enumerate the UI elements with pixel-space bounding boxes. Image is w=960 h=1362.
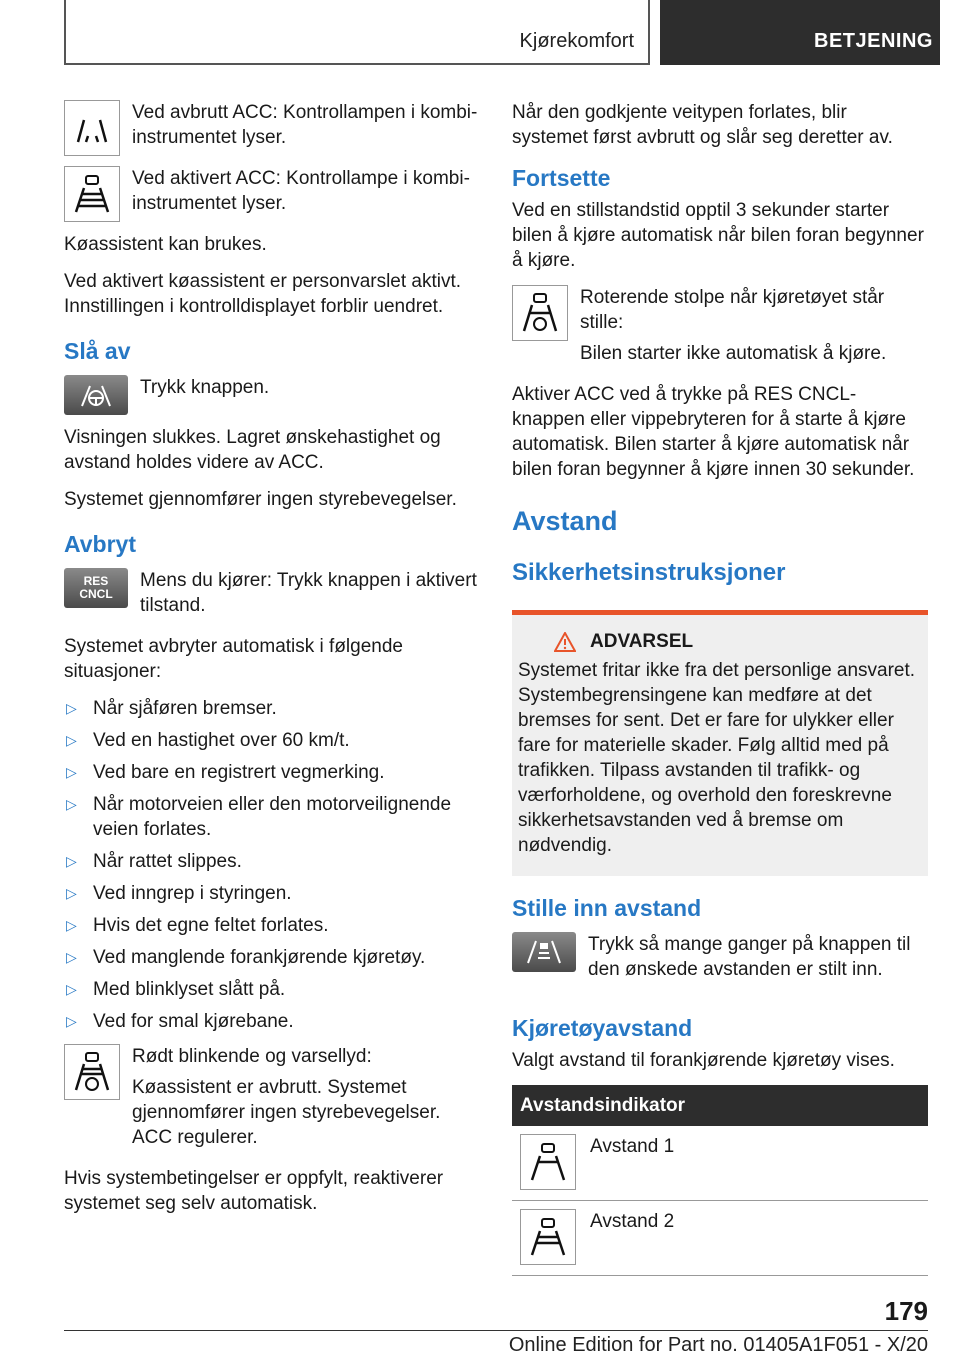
list-item: ▷ Når sjåføren bremser. xyxy=(66,698,277,719)
turn-off-text: Trykk knappen. xyxy=(140,377,270,398)
res-cncl-button-icon xyxy=(64,568,128,608)
page-number: 179 xyxy=(884,1296,928,1326)
distance-indicator-table xyxy=(512,1085,928,1276)
warning-steering-icon xyxy=(64,1044,120,1100)
paragraph: Ved aktivert køassistent er personvarslet aktivt. Innstillingen i kontrolldisplayet forblir uendret. xyxy=(64,271,462,317)
cancel-text: Mens du kjører: Trykk knappen i aktivert tilstand. xyxy=(140,570,477,616)
rotating-pole-text: Roterende stolpe når kjøretøyet står stille: xyxy=(580,287,885,333)
list-item: ▷ Ved manglende forankjørende kjøretøy. xyxy=(66,947,426,968)
distance-button-icon xyxy=(512,932,576,972)
paragraph: Systemet avbryter automatisk i følgende situasjoner: xyxy=(64,636,403,682)
heading-cancel: Avbryt xyxy=(64,531,136,557)
acc-active-row xyxy=(64,166,480,222)
table-row xyxy=(512,1201,928,1276)
set-distance-row xyxy=(512,932,928,988)
left-column xyxy=(64,100,480,1228)
no-autostart-text: Bilen starter ikke automatisk å kjøre. xyxy=(580,343,887,364)
steering-assist-button-icon xyxy=(64,375,128,415)
paragraph: Køassistent kan brukes. xyxy=(64,234,267,255)
paragraph: Når den godkjente veitypen forlates, blir systemet først avbrutt og slår seg deretter av. xyxy=(512,102,893,148)
footer-divider xyxy=(64,1330,928,1331)
turn-off-row xyxy=(64,375,480,415)
rotating-pole-row xyxy=(512,285,928,372)
paragraph: Aktiver ACC ved å trykke på RES CNCL-knappen eller vippebryteren for å starte å kjøre automatisk. Bilen starter å kjøre automatisk når bilen foran begynner å kjøre innen 30 sekunder. xyxy=(512,384,915,480)
heading-continue: Fortsette xyxy=(512,165,611,191)
cncl-label: CNCL xyxy=(79,587,113,601)
car-distance-icon xyxy=(64,166,120,222)
list-item: ▷ Ved en hastighet over 60 km/t. xyxy=(66,730,350,751)
heading-turn-off: Slå av xyxy=(64,338,131,364)
list-item: ▷ Med blinklyset slått på. xyxy=(66,979,286,1000)
heading-safety-instructions: Sikkerhetsinstruksjoner xyxy=(512,559,786,586)
distance-1-label: Avstand 1 xyxy=(590,1136,675,1157)
paragraph: Hvis systembetingelser er oppfylt, reaktiverer systemet seg selv automatisk. xyxy=(64,1168,444,1214)
list-item: ▷ Ved bare en registrert vegmerking. xyxy=(66,762,385,783)
heading-distance: Avstand xyxy=(512,506,618,536)
header-section-title: Kjørekomfort xyxy=(519,30,634,52)
distance-2-icon xyxy=(520,1209,576,1265)
list-item: ▷ Når rattet slippes. xyxy=(66,851,242,872)
header-chapter-title: BETJENING xyxy=(814,30,933,52)
list-item: ▷ Ved for smal kjørebane. xyxy=(66,1011,294,1032)
distance-1-icon xyxy=(520,1134,576,1190)
res-label: RES xyxy=(83,574,109,588)
footer-edition: Online Edition for Part no. 01405A1F051 - X/20 xyxy=(508,1334,928,1356)
acc-interrupted-row xyxy=(64,100,480,156)
warning-triangle-icon xyxy=(554,632,576,652)
heading-set-distance: Stille inn avstand xyxy=(512,895,702,921)
acc-active-text: Ved aktivert ACC: Kontrollampe i kombi-instrumentet lyser. xyxy=(132,168,470,214)
standstill-icon xyxy=(512,285,568,341)
warning-title-row xyxy=(518,629,922,654)
warning-box xyxy=(512,610,928,876)
red-flashing-row xyxy=(64,1044,480,1156)
lane-lines-icon xyxy=(64,100,120,156)
paragraph: Visningen slukkes. Lagret ønskehastighet og avstand holdes videre av ACC. xyxy=(64,427,441,473)
distance-2-label: Avstand 2 xyxy=(590,1211,675,1232)
list-item: ▷ Ved inngrep i styringen. xyxy=(66,883,292,904)
paragraph: Systemet gjennomfører ingen styrebevegelser. xyxy=(64,489,457,510)
paragraph: Valgt avstand til forankjørende kjøretøy vises. xyxy=(512,1050,895,1071)
table-row xyxy=(512,1126,928,1201)
list-item: ▷ Hvis det egne feltet forlates. xyxy=(66,915,329,936)
cancel-conditions-list xyxy=(64,696,480,1034)
cancel-row xyxy=(64,568,480,624)
paragraph: Ved en stillstandstid opptil 3 sekunder starter bilen å kjøre automatisk når bilen foran begynner å kjøre. xyxy=(512,200,924,271)
set-distance-text: Trykk så mange ganger på knappen til den ønskede avstanden er stilt inn. xyxy=(588,934,911,980)
queue-assist-interrupted-text: Køassistent er avbrutt. Systemet gjennomfører ingen styrebevegelser. ACC regulerer. xyxy=(132,1077,441,1148)
acc-interrupted-text: Ved avbrutt ACC: Kontrollampen i kombi-instrumentet lyser. xyxy=(132,102,478,148)
warning-text: Systemet fritar ikke fra det personlige ansvaret. Systembegrensingene kan medføre at det bremses for sent. Det er fare for ulykker eller fare for materielle skader. Følg alltid med på trafikken. Tilpass avstanden til trafikk- og værforholdene, og overhold den foreskrevne sikkerhetsavstanden ved å bremse om nødvendig. xyxy=(518,660,916,856)
right-column xyxy=(512,100,928,1276)
header-section-tab xyxy=(64,0,650,65)
header-chapter-tab xyxy=(660,0,940,65)
list-item: ▷ Når motorveien eller den motorveilignende veien forlates. xyxy=(66,794,452,840)
table-header: Avstandsindikator xyxy=(512,1085,928,1126)
heading-vehicle-distance: Kjøretøyavstand xyxy=(512,1015,693,1041)
red-flashing-text: Rødt blinkende og varsellyd: xyxy=(132,1046,372,1067)
warning-title: ADVARSEL xyxy=(590,631,694,652)
